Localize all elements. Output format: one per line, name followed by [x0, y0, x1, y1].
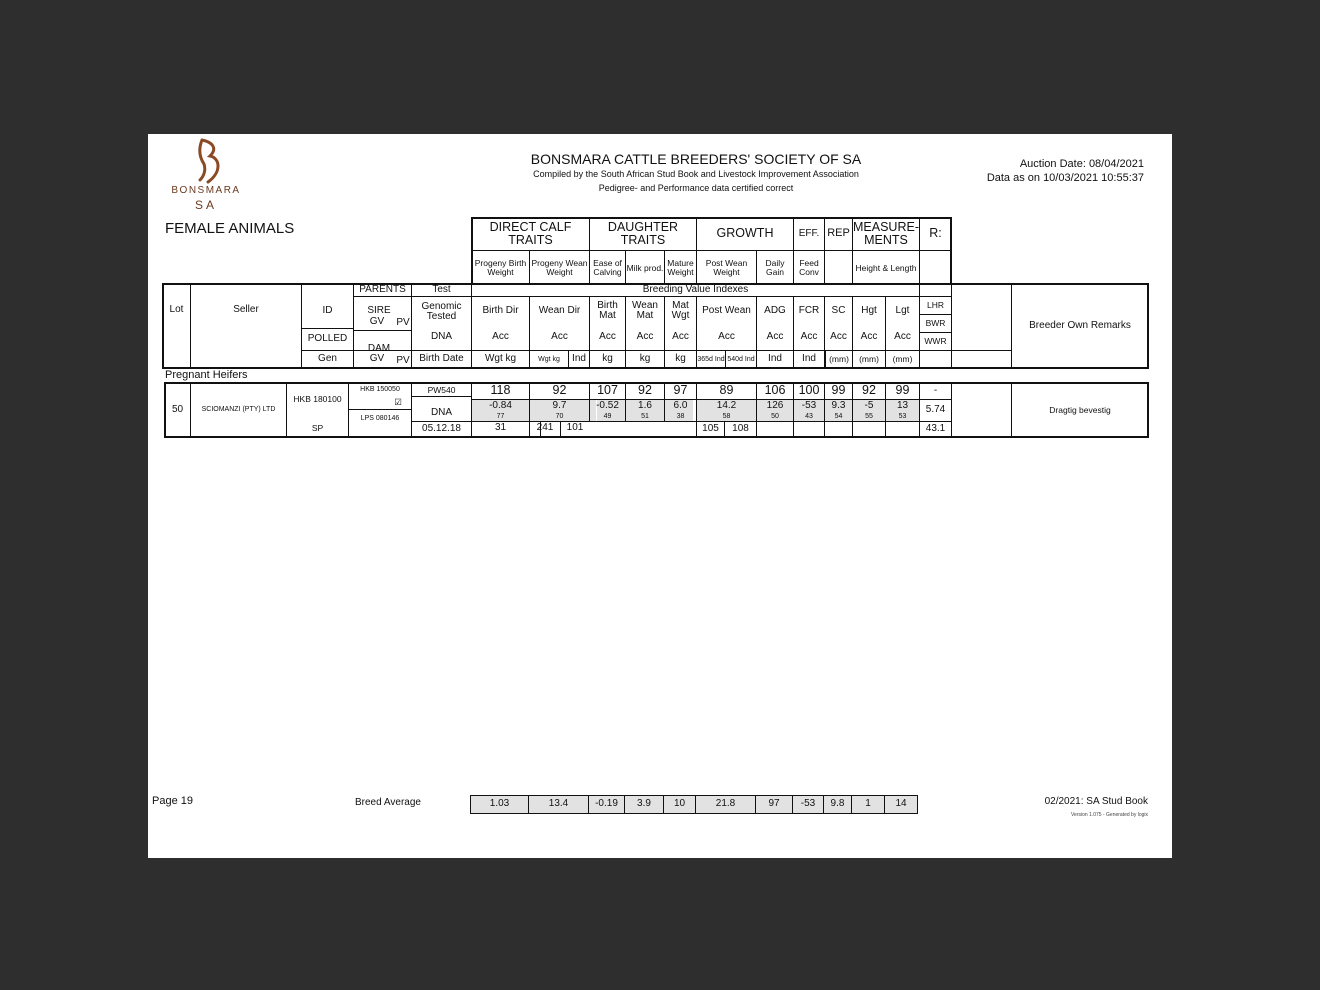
- acc-post-wean: Acc: [718, 330, 735, 342]
- group-rep: REP: [827, 227, 850, 240]
- avg-birth-dir: 1.03: [489, 798, 510, 810]
- breed-average-label: Breed Average: [355, 797, 421, 808]
- bonsmara-logo-icon: [192, 138, 226, 184]
- auction-date: Auction Date: 08/04/2021: [1019, 158, 1144, 170]
- r-value-3: 43.1: [925, 423, 946, 435]
- birth-mat-ebv: -0.52: [596, 400, 619, 411]
- acc-sc: Acc: [830, 330, 847, 342]
- unit-adg: Ind: [768, 353, 782, 365]
- birth-dir-index: 118: [490, 383, 511, 398]
- mat-wgt-acc: 38: [676, 412, 685, 420]
- society-subtitle-2: Pedigree- and Performance data certified correct: [598, 183, 794, 193]
- unit-birth-mat: kg: [602, 353, 613, 365]
- mat-wgt-ebv: 6.0: [673, 400, 688, 411]
- fcr-ebv: -53: [801, 400, 817, 411]
- sc-acc: 54: [834, 412, 843, 420]
- category-label: Pregnant Heifers: [165, 369, 248, 381]
- col-adg: ADG: [764, 304, 786, 316]
- post-wean-ebv: 14.2: [716, 400, 737, 411]
- acc-lgt: Acc: [894, 330, 911, 342]
- section-title: FEMALE ANIMALS: [165, 220, 295, 237]
- index-540d: 108: [732, 423, 749, 435]
- acc-birth-dir: Acc: [492, 330, 509, 342]
- avg-lgt: 14: [895, 798, 907, 810]
- col-hgt: Hgt: [861, 304, 877, 316]
- wean-mat-ebv: 1.6: [638, 400, 652, 411]
- unit-mat-wgt: kg: [675, 353, 686, 365]
- acc-birth-mat: Acc: [599, 330, 616, 342]
- avg-fcr: -53: [800, 798, 816, 810]
- r-value-1: -: [933, 384, 938, 396]
- lgt-index: 99: [895, 383, 910, 398]
- hgt-ebv: -5: [864, 400, 874, 411]
- birth-mat-acc: 49: [603, 412, 612, 420]
- animal-seller: SCIOMANZI (PTY) LTD: [201, 406, 276, 414]
- avg-mat-wgt: 10: [673, 798, 686, 810]
- unit-wean-ind: Ind: [572, 353, 586, 365]
- col-post-wean: Post Wean: [702, 304, 751, 316]
- group-r: R:: [929, 226, 942, 241]
- col-sire: SIRE: [367, 304, 391, 316]
- col-wwr: WWR: [924, 336, 947, 347]
- acc-wean-dir: Acc: [551, 330, 568, 342]
- sub-progeny-wean: Progeny Wean Weight: [531, 258, 588, 277]
- sub-milk-prod: Milk prod.: [626, 262, 664, 273]
- unit-sc: (mm): [829, 354, 849, 365]
- unit-hgt: (mm): [859, 354, 879, 365]
- col-sire-pv: PV: [396, 316, 410, 328]
- animal-sire: HKB 150050: [360, 386, 400, 394]
- col-genomic: Genomic Tested: [421, 300, 462, 322]
- col-dam-pv: PV: [396, 354, 410, 366]
- acc-hgt: Acc: [860, 330, 878, 342]
- sub-progeny-birth: Progeny Birth Weight: [474, 258, 527, 277]
- logo-text: BONSMARA: [171, 185, 241, 196]
- animal-lot: 50: [171, 403, 184, 415]
- col-gen: Gen: [318, 353, 337, 365]
- col-polled: POLLED: [307, 332, 348, 344]
- birth-dir-acc: 77: [496, 412, 505, 420]
- sc-index: 99: [831, 383, 846, 398]
- birth-mat-index: 107: [597, 383, 618, 398]
- col-dam: DAM: [367, 343, 391, 354]
- col-birth-date: Birth Date: [419, 353, 464, 365]
- sub-ease-calving: Ease of Calving: [593, 258, 622, 277]
- post-wean-acc: 58: [722, 412, 731, 420]
- avg-birth-mat: -0.19: [595, 798, 618, 810]
- col-lhr: LHR: [926, 300, 944, 311]
- col-id: ID: [322, 304, 333, 316]
- mat-wgt-index: 97: [673, 383, 688, 398]
- catalogue-page: [148, 134, 1172, 858]
- col-birth-mat: Birth Mat: [597, 299, 618, 321]
- wean-weight: 241: [536, 421, 554, 433]
- stud-book-label: 02/2021: SA Stud Book: [1044, 796, 1148, 807]
- animal-dna: DNA: [430, 407, 453, 419]
- index-365d: 105: [702, 423, 719, 435]
- animal-test: PW540: [427, 384, 456, 395]
- unit-fcr: Ind: [802, 353, 816, 365]
- lgt-acc: 53: [898, 412, 907, 420]
- unit-birth-dir: Wgt kg: [484, 353, 517, 365]
- col-dna: DNA: [430, 330, 453, 342]
- sub-daily-gain: Daily Gain: [765, 258, 785, 277]
- group-eff: EFF.: [798, 227, 820, 239]
- lgt-ebv: 13: [896, 400, 909, 411]
- group-measurements: MEASURE- MENTS: [853, 219, 919, 247]
- acc-adg: Acc: [766, 330, 784, 342]
- sub-mature-weight: Mature Weight: [667, 258, 694, 277]
- avg-hgt: 1: [865, 798, 871, 810]
- unit-wean-dir: Wgt kg: [538, 355, 560, 363]
- col-lgt: Lgt: [895, 304, 910, 316]
- fcr-index: 100: [798, 383, 820, 398]
- col-wean-dir: Wean Dir: [538, 304, 581, 316]
- col-wean-mat: Wean Mat: [632, 299, 658, 321]
- unit-540d: 540d Ind: [727, 355, 755, 363]
- wean-index: 101: [566, 421, 584, 433]
- avg-post-wean: 21.8: [715, 798, 736, 810]
- animal-id: HKB 180100: [293, 393, 342, 404]
- animal-dam: LPS 080146: [360, 415, 400, 423]
- logo-sa-text: SA: [194, 198, 217, 212]
- version-label: Version 1.075 - Generated by logix: [1071, 812, 1148, 818]
- avg-wean-mat: 3.9: [637, 798, 651, 810]
- col-bvi: Breeding Value Indexes: [642, 284, 749, 295]
- group-growth: GROWTH: [716, 226, 774, 241]
- col-birth-dir: Birth Dir: [482, 304, 519, 316]
- adg-index: 106: [764, 383, 786, 398]
- animal-birth-date: 05.12.18: [422, 422, 461, 434]
- col-mat-wgt: Mat Wgt: [671, 299, 690, 321]
- dna-verified-icon: ☑: [394, 396, 402, 407]
- avg-sc: 9.8: [830, 798, 845, 810]
- avg-adg: 97: [768, 798, 780, 810]
- unit-365d: 365d Ind: [697, 355, 725, 363]
- acc-wean-mat: Acc: [636, 330, 654, 342]
- wean-dir-index: 92: [552, 383, 567, 398]
- wean-dir-ebv: 9.7: [552, 400, 567, 411]
- sub-post-wean: Post Wean Weight: [705, 258, 748, 277]
- acc-fcr: Acc: [800, 330, 818, 342]
- col-test: Test: [432, 284, 451, 295]
- page-number: Page 19: [152, 795, 193, 807]
- unit-wean-mat: kg: [639, 353, 651, 365]
- sub-height-length: Height & Length: [855, 262, 917, 273]
- group-direct-calf: DIRECT CALF TRAITS: [489, 219, 572, 247]
- wean-dir-acc: 70: [555, 412, 564, 420]
- fcr-acc: 43: [805, 412, 813, 420]
- wean-mat-acc: 51: [641, 412, 649, 420]
- birth-weight: 31: [494, 421, 507, 433]
- sc-ebv: 9.3: [831, 400, 846, 411]
- unit-lgt: (mm): [892, 354, 913, 365]
- birth-dir-ebv: -0.84: [489, 400, 512, 411]
- hgt-index: 92: [862, 383, 876, 398]
- col-sc: SC: [831, 304, 846, 316]
- col-fcr: FCR: [798, 304, 820, 316]
- group-daughter: DAUGHTER TRAITS: [607, 219, 679, 247]
- acc-mat-wgt: Acc: [672, 330, 689, 342]
- adg-acc: 50: [771, 412, 779, 420]
- animal-gen: SP: [311, 422, 324, 433]
- hgt-acc: 55: [865, 412, 873, 420]
- r-value-2: 5.74: [925, 404, 946, 416]
- adg-ebv: 126: [766, 400, 784, 411]
- col-sire-gv: GV: [369, 316, 385, 327]
- sub-feed-conv: Feed Conv: [799, 258, 819, 277]
- col-dam-gv: GV: [369, 353, 385, 364]
- col-remarks: Breeder Own Remarks: [1029, 319, 1131, 331]
- avg-wean-dir: 13.4: [548, 798, 569, 810]
- post-wean-index: 89: [719, 383, 734, 398]
- col-parents: PARENTS: [359, 284, 406, 295]
- society-subtitle-1: Compiled by the South African Stud Book and Livestock Improvement Association: [533, 169, 859, 179]
- col-seller: Seller: [233, 303, 259, 315]
- wean-mat-index: 92: [638, 383, 652, 398]
- col-lot: Lot: [169, 303, 184, 315]
- animal-remarks: Dragtig bevestig: [1049, 404, 1111, 415]
- data-timestamp: Data as on 10/03/2021 10:55:37: [986, 172, 1144, 184]
- col-bwr: BWR: [925, 318, 946, 329]
- society-title: BONSMARA CATTLE BREEDERS' SOCIETY OF SA: [530, 151, 862, 167]
